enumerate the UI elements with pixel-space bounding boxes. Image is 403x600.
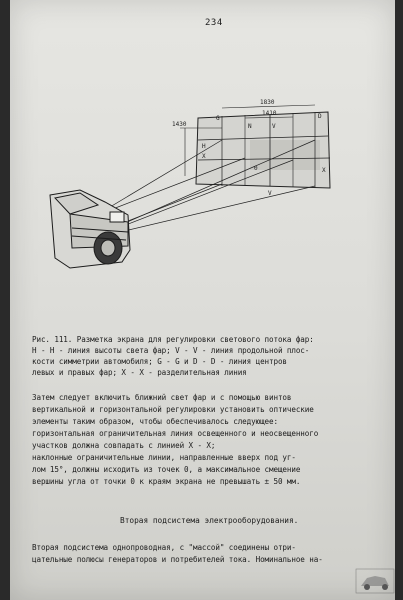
- body-line: участков должна совпадать с линией X - X;: [32, 441, 216, 450]
- d-label: D: [318, 113, 322, 120]
- body-line: Вторая подсистема однопроводная, с "массой" соединены отри-: [32, 543, 296, 552]
- caption-line: кости симметрии автомобиля; G - G и D - D - линия центров: [32, 357, 287, 366]
- h-label: H: [202, 143, 206, 150]
- body-line: элементы таким образом, чтобы обеспечивалось следующее:: [32, 417, 278, 426]
- v-bottom-label: V: [268, 190, 272, 197]
- dim-left-label: 1430: [172, 121, 187, 128]
- body-paragraph-2: [32, 542, 372, 566]
- body-line: Затем следует включить ближний свет фар и с помощью винтов: [32, 393, 292, 402]
- body-line: наклонные ограничительные линии, направленные вверх под уг-: [32, 453, 296, 462]
- body-line: лом 15°, должны исходить из точек 0, а максимальное смещение: [32, 465, 301, 474]
- caption-line: H - H - линия высоты света фар; V - V - линия продольной плос-: [32, 346, 310, 355]
- section-heading: Вторая подсистема электрооборудования.: [120, 516, 299, 525]
- headlight-screen-figure: [10, 0, 395, 330]
- body-line: вершины угла от точки 0 к краям экрана не превышать ± 50 мм.: [32, 477, 301, 486]
- library-stamp-icon: [355, 568, 395, 594]
- document-page: [10, 0, 395, 600]
- caption-line: Рис. 111. Разметка экрана для регулировки светового потока фар:: [32, 335, 314, 344]
- car-illustration: [50, 190, 130, 268]
- body-line: горизонтальная ограничительная линия освещенного и неосвещенного: [32, 429, 319, 438]
- n-label: N: [248, 123, 252, 130]
- x-right-label: X: [322, 167, 326, 174]
- caption-line: левых и правых фар; X - X - разделительная линия: [32, 368, 247, 377]
- figure-caption: [32, 334, 372, 378]
- body-paragraph-1: [32, 392, 372, 488]
- body-line: вертикальной и горизонтальной регулировки установить оптические: [32, 405, 314, 414]
- x-left-label: X: [202, 153, 206, 160]
- page-number: 234: [205, 18, 223, 28]
- zero-label: 0: [254, 165, 258, 172]
- g-label: G: [216, 115, 220, 122]
- v-label: V: [272, 123, 276, 130]
- dim-mid-label: 1410: [262, 110, 277, 117]
- body-line: цательные полюсы генераторов и потребителей тока. Номинальное на-: [32, 555, 323, 564]
- dim-top-label: 1830: [260, 99, 275, 106]
